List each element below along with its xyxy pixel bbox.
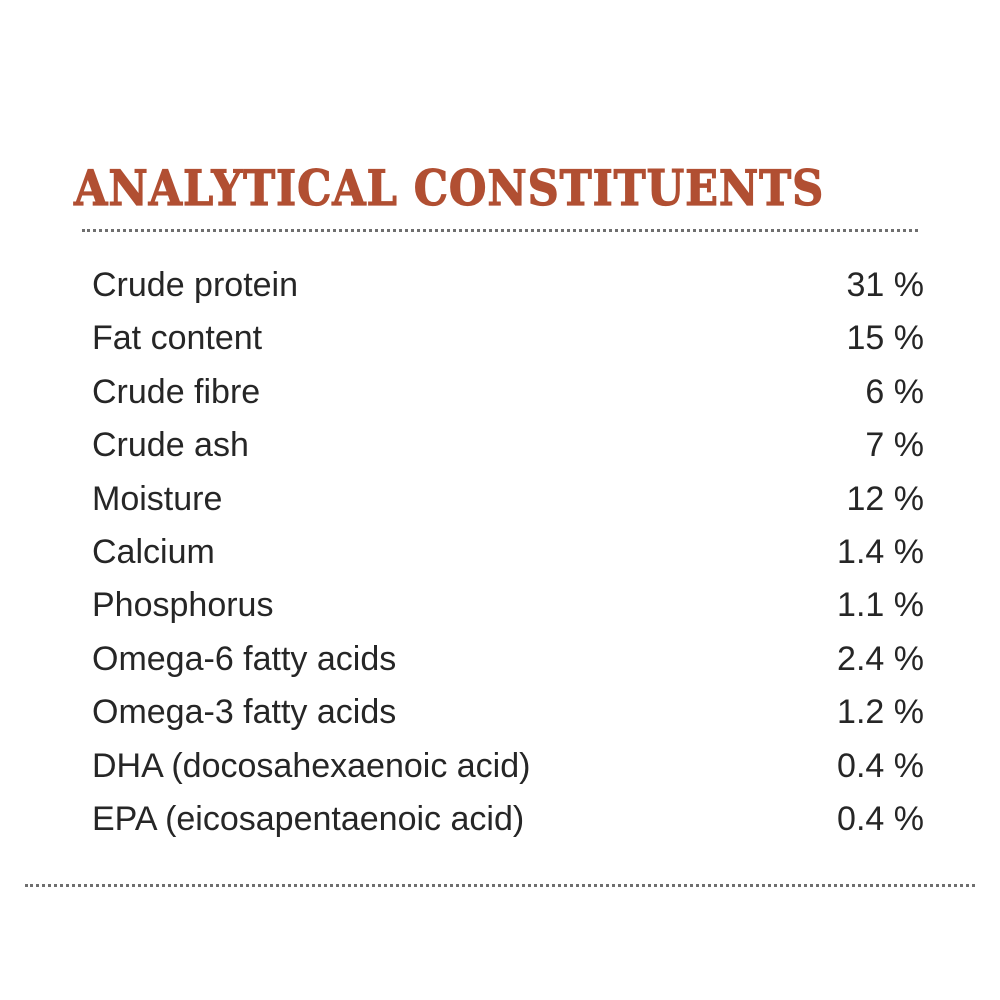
constituent-value: 6 %: [865, 372, 924, 411]
constituent-label: Phosphorus: [92, 586, 274, 625]
constituent-label: Moisture: [92, 479, 223, 518]
dotted-divider-bottom: [25, 884, 975, 887]
constituent-label: Fat content: [92, 319, 263, 358]
constituent-value: 12 %: [846, 479, 924, 518]
constituent-label: EPA (eicosapentaenoic acid): [92, 799, 525, 838]
dotted-divider-top: [82, 229, 918, 232]
constituent-label: Crude fibre: [92, 372, 261, 411]
constituent-value: 0.4 %: [837, 746, 924, 785]
constituent-value: 2.4 %: [837, 639, 924, 678]
constituent-label: Calcium: [92, 532, 215, 571]
constituent-row: [92, 634, 924, 687]
constituent-value: 1.1 %: [837, 586, 924, 625]
constituent-label: Omega-6 fatty acids: [92, 639, 397, 678]
constituent-row: [92, 741, 924, 794]
constituents-table: [92, 260, 924, 847]
constituent-label: Crude protein: [92, 266, 299, 304]
constituent-row: [92, 527, 924, 580]
constituent-value: 31 %: [846, 266, 924, 304]
constituent-row: [92, 420, 924, 473]
constituent-value: 15 %: [846, 319, 924, 358]
constituent-row: [92, 794, 924, 847]
constituent-value: 0.4 %: [837, 799, 924, 838]
constituent-row: [92, 474, 924, 527]
constituent-value: 7 %: [865, 426, 924, 465]
constituent-row: [92, 687, 924, 740]
constituent-row: [92, 313, 924, 366]
section-heading: ANALYTICAL CONSTITUENTS: [74, 159, 825, 217]
constituent-label: DHA (docosahexaenoic acid): [92, 746, 531, 785]
constituent-value: 1.2 %: [837, 693, 924, 732]
constituent-row: [92, 260, 924, 313]
constituent-row: [92, 580, 924, 633]
constituent-label: Omega-3 fatty acids: [92, 693, 397, 732]
constituent-row: [92, 367, 924, 420]
constituent-label: Crude ash: [92, 426, 249, 465]
constituent-value: 1.4 %: [837, 532, 924, 571]
